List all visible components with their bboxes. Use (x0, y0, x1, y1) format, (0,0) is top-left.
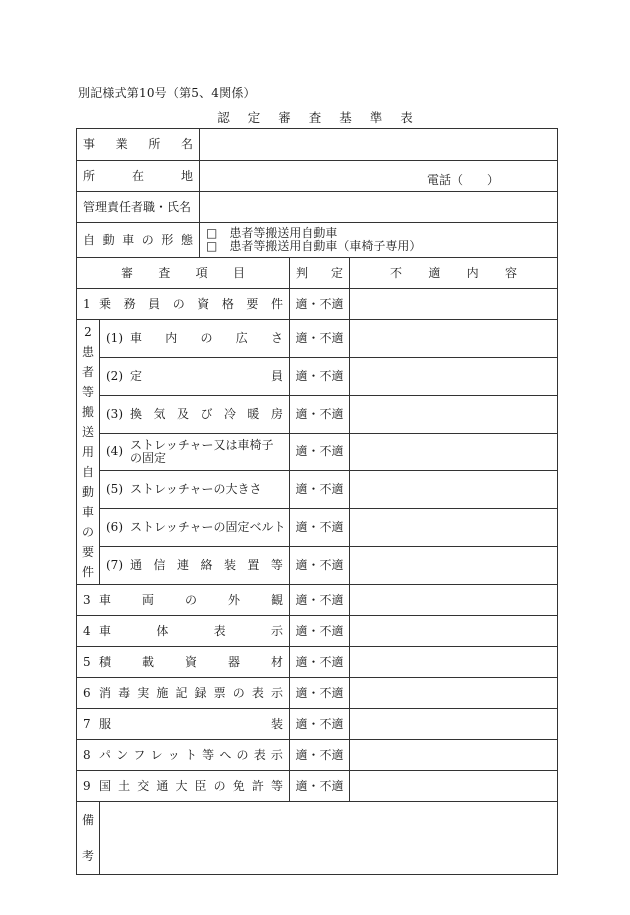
label-char: 示 (270, 623, 283, 638)
label-char: 積 (99, 654, 112, 669)
judgement-cell[interactable]: 適・不適 (290, 547, 350, 585)
item-label (77, 678, 290, 709)
label-char: 換 (130, 406, 143, 421)
label-char: 等 (270, 558, 283, 573)
subitem-number: (2) (106, 368, 123, 383)
label-char: 装 (223, 558, 236, 573)
label-char: 絡 (200, 558, 213, 573)
label-char: 所 (83, 168, 96, 183)
label-char: 票 (213, 685, 226, 700)
item-label (77, 289, 290, 320)
label-char: 器 (227, 654, 240, 669)
label-char: ン (116, 747, 129, 762)
deficiency-cell[interactable] (350, 616, 558, 647)
deficiency-cell[interactable] (350, 771, 558, 802)
label-char: レ (150, 747, 163, 762)
label-char: 地 (180, 168, 193, 183)
deficiency-cell[interactable] (350, 433, 558, 471)
label-char: 目 (232, 265, 245, 280)
label-char: の (172, 296, 185, 311)
group2-char: 送 (81, 425, 94, 439)
label-char: 土 (118, 778, 131, 793)
label-char: 気 (153, 406, 166, 421)
vehicle-type-row (77, 223, 558, 258)
table-row (77, 585, 558, 616)
label-char: 毒 (118, 685, 131, 700)
table-row (77, 471, 558, 509)
subitem-text: ストレッチャー又は車椅子の固定 (130, 437, 274, 465)
table-row (77, 616, 558, 647)
label-char: 実 (137, 685, 150, 700)
label-char: 件 (270, 296, 283, 311)
spaced-label (390, 267, 517, 280)
label-char: 暖 (247, 406, 260, 421)
label-char: 要 (246, 296, 259, 311)
label-char: び (200, 406, 213, 421)
label-char: 務 (123, 296, 136, 311)
label-char: 表 (253, 747, 266, 762)
group2-char: 搬 (81, 405, 94, 419)
label-char: 材 (270, 654, 283, 669)
title-char: 査 (308, 110, 322, 125)
judgement-cell[interactable]: 適・不適 (290, 471, 350, 509)
subitem-number: (5) (106, 482, 123, 497)
inspection-table (76, 128, 558, 875)
judgement-cell[interactable]: 適・不適 (290, 433, 350, 471)
table-row (77, 771, 558, 802)
label-char: 表 (213, 623, 226, 638)
label-char: 査 (158, 265, 171, 280)
subitem-text (130, 332, 283, 345)
judgement-cell[interactable]: 適・不適 (290, 771, 350, 802)
remarks-field[interactable] (100, 802, 558, 875)
deficiency-cell[interactable] (350, 357, 558, 395)
subitem-number: (1) (106, 330, 123, 345)
label-char: フ (133, 747, 146, 762)
group2-label (77, 320, 100, 585)
subitem-label (100, 509, 290, 547)
label-char: 記 (175, 685, 188, 700)
spaced-label (83, 234, 193, 247)
table-row (77, 320, 558, 358)
deficiency-cell[interactable] (350, 320, 558, 358)
deficiency-cell[interactable] (350, 395, 558, 433)
spaced-label (83, 170, 193, 183)
group2-char: 車 (81, 505, 94, 519)
group2-number: 2 (84, 325, 92, 339)
column-header-item (77, 258, 290, 289)
judgement-cell[interactable]: 適・不適 (290, 585, 350, 616)
office-name-row (77, 129, 558, 161)
subitem-label (100, 395, 290, 433)
deficiency-cell[interactable] (350, 289, 558, 320)
label-char: 内 (165, 330, 178, 345)
label-char: 形 (161, 232, 174, 247)
label-char: 定 (130, 368, 143, 383)
label-char: さ (270, 330, 283, 345)
label-char: へ (219, 747, 232, 762)
label-char: 表 (251, 685, 264, 700)
item-label (77, 740, 290, 771)
table-row (77, 433, 558, 471)
label-char: 内 (466, 265, 479, 280)
deficiency-cell[interactable] (350, 509, 558, 547)
deficiency-cell[interactable] (350, 471, 558, 509)
column-header-deficiency (350, 258, 558, 289)
judgement-cell[interactable]: 適・不適 (290, 616, 350, 647)
item-label (77, 647, 290, 678)
group2-char: 件 (81, 565, 94, 579)
office-name-label (77, 129, 200, 161)
label-char: 等 (202, 747, 215, 762)
deficiency-cell[interactable] (350, 647, 558, 678)
vehicle-type-label (77, 223, 200, 258)
subitem-text: ストレッチャーの固定ベルト (130, 520, 286, 535)
label-char: 資 (184, 654, 197, 669)
judgement-cell[interactable]: 適・不適 (290, 320, 350, 358)
label-char: 載 (141, 654, 154, 669)
item-text (99, 687, 283, 700)
group2-char: 等 (81, 385, 94, 399)
item-number: 3 (83, 592, 91, 607)
label-char: 事 (83, 137, 96, 151)
label-char: 連 (176, 558, 189, 573)
title-char: 審 (278, 110, 291, 125)
title-char: 準 (369, 110, 383, 125)
spaced-label (296, 267, 343, 280)
table-row (77, 357, 558, 395)
subitem-text (130, 559, 283, 572)
judgement-cell[interactable]: 適・不適 (290, 678, 350, 709)
item-number: 4 (83, 623, 91, 638)
subitem-text (130, 408, 283, 421)
label-char: 許 (251, 778, 264, 793)
group2-char: 用 (81, 445, 94, 459)
subitem-text: ストレッチャーの大きさ (130, 482, 262, 497)
label-char: 車 (122, 232, 135, 247)
location-row (77, 161, 558, 192)
group2-char: 動 (81, 485, 94, 499)
label-char: 大 (175, 778, 188, 793)
group2-char: 自 (81, 465, 94, 479)
judgement-cell[interactable]: 適・不適 (290, 647, 350, 678)
label-char: ト (184, 747, 197, 762)
label-char: 在 (131, 168, 144, 183)
spaced-label (121, 267, 245, 280)
label-char: 置 (247, 558, 260, 573)
deficiency-cell[interactable] (350, 547, 558, 585)
title-char: 基 (339, 110, 352, 125)
item-label (77, 709, 290, 740)
item-text (99, 594, 283, 607)
label-char: の (236, 747, 249, 762)
label-char: の (184, 592, 197, 607)
judgement-cell[interactable]: 適・不適 (290, 289, 350, 320)
subitem-label (100, 547, 290, 585)
label-char: 等 (270, 778, 283, 793)
label-char: 外 (227, 592, 240, 607)
label-char: 通 (130, 558, 143, 573)
label-char: 車 (99, 623, 112, 638)
table-row (77, 709, 558, 740)
judgement-cell[interactable]: 適・不適 (290, 740, 350, 771)
item-text (99, 298, 283, 311)
subitem-number: (3) (106, 406, 123, 421)
item-text (99, 656, 283, 669)
title-char: 表 (400, 110, 413, 125)
label-char: 観 (270, 592, 283, 607)
label-char: 服 (99, 716, 112, 731)
table-row (77, 395, 558, 433)
column-header-row (77, 258, 558, 289)
subitem-label (100, 433, 290, 471)
label-char: 房 (270, 406, 283, 421)
label-char: 資 (197, 296, 210, 311)
subitem-number: (6) (106, 520, 123, 535)
item-text (99, 780, 283, 793)
remarks-row (77, 802, 558, 875)
manager-row (77, 192, 558, 223)
label-char: 免 (232, 778, 245, 793)
subitem-label (100, 471, 290, 509)
deficiency-cell[interactable] (350, 678, 558, 709)
vehicle-option-checkbox[interactable]: □ 患者等搬送用自動車 (206, 226, 338, 240)
label-char: 審 (121, 265, 134, 280)
label-char: 車 (130, 330, 143, 345)
item-text (99, 749, 283, 762)
group2-char: 患 (81, 345, 94, 359)
judgement-cell[interactable]: 適・不適 (290, 357, 350, 395)
table-row (77, 678, 558, 709)
title-char: 認 (217, 110, 230, 125)
remarks-char: 備 (81, 813, 94, 827)
remarks-label (77, 802, 100, 875)
judgement-cell[interactable]: 適・不適 (290, 395, 350, 433)
vehicle-type-options (200, 223, 558, 258)
label-char: 信 (153, 558, 166, 573)
label-char: 乗 (99, 296, 112, 311)
deficiency-cell[interactable] (350, 740, 558, 771)
label-char: 格 (221, 296, 234, 311)
label-char: 体 (156, 623, 169, 638)
item-number: 1 (83, 296, 91, 311)
deficiency-cell[interactable] (350, 709, 558, 740)
location-field[interactable] (200, 161, 558, 192)
label-char: 項 (195, 265, 208, 280)
label-char: 広 (235, 330, 248, 345)
label-char: 業 (115, 137, 128, 151)
label-char: 冷 (223, 406, 236, 421)
location-label (77, 161, 200, 192)
label-char: 不 (390, 265, 403, 280)
item-number: 6 (83, 685, 91, 700)
label-char: 録 (194, 685, 207, 700)
judgement-cell[interactable]: 適・不適 (290, 509, 350, 547)
label-char: 交 (137, 778, 150, 793)
item-number: 9 (83, 778, 91, 793)
table-row (77, 509, 558, 547)
label-char: 国 (99, 778, 112, 793)
subitem-text (130, 370, 283, 383)
document-title (0, 108, 630, 126)
table-row (77, 289, 558, 320)
label-char: 動 (102, 232, 115, 247)
label-char: 通 (156, 778, 169, 793)
label-char: 員 (148, 296, 161, 311)
label-char: 容 (504, 265, 517, 280)
item-label (77, 771, 290, 802)
table-row (77, 740, 558, 771)
label-char: 名 (180, 137, 193, 151)
label-char: 適 (428, 265, 441, 280)
label-char: 定 (330, 265, 343, 280)
group2-char: 者 (81, 365, 94, 379)
group2-char: の (81, 525, 94, 539)
label-char: 車 (99, 592, 112, 607)
item-number: 5 (83, 654, 91, 669)
column-header-judgement (290, 258, 350, 289)
label-char: の (141, 232, 154, 247)
label-char: 態 (180, 232, 193, 247)
spaced-label (83, 138, 193, 151)
label-char: 消 (99, 685, 112, 700)
table-row (77, 547, 558, 585)
subitem-label (100, 320, 290, 358)
manager-field[interactable] (200, 192, 558, 223)
label-char: 示 (270, 685, 283, 700)
judgement-cell[interactable]: 適・不適 (290, 709, 350, 740)
item-number: 8 (83, 747, 91, 762)
subitem-label (100, 357, 290, 395)
label-char: 判 (296, 265, 309, 280)
label-char: 所 (148, 137, 161, 151)
label-char: 臣 (194, 778, 207, 793)
label-char: 自 (83, 232, 96, 247)
table-row (77, 647, 558, 678)
item-label (77, 616, 290, 647)
label-char: 装 (270, 716, 283, 731)
title-char: 定 (247, 110, 261, 125)
subitem-number: (7) (106, 558, 123, 573)
form-number: 別記様式第10号（第5、4関係） (78, 86, 256, 100)
item-number: 7 (83, 716, 91, 731)
item-text (99, 718, 283, 731)
label-char: 及 (176, 406, 189, 421)
manager-label: 管理責任者職・氏名 (77, 192, 200, 223)
label-char: パ (99, 747, 112, 762)
label-char: ッ (167, 747, 180, 762)
remarks-char: 考 (81, 849, 94, 863)
label-char: 両 (141, 592, 154, 607)
item-label (77, 585, 290, 616)
label-char: の (200, 330, 213, 345)
group2-char: 要 (81, 545, 94, 559)
office-name-field[interactable] (200, 129, 558, 161)
deficiency-cell[interactable] (350, 585, 558, 616)
label-char: の (213, 778, 226, 793)
label-char: 員 (270, 368, 283, 383)
label-char: 施 (156, 685, 169, 700)
label-char: 示 (270, 747, 283, 762)
subitem-number: (4) (106, 444, 123, 459)
vehicle-option-checkbox[interactable]: □ 患者等搬送用自動車（車椅子専用） (206, 239, 422, 253)
item-text (99, 625, 283, 638)
phone-label: 電話（ ） (427, 172, 500, 187)
label-char: の (232, 685, 245, 700)
